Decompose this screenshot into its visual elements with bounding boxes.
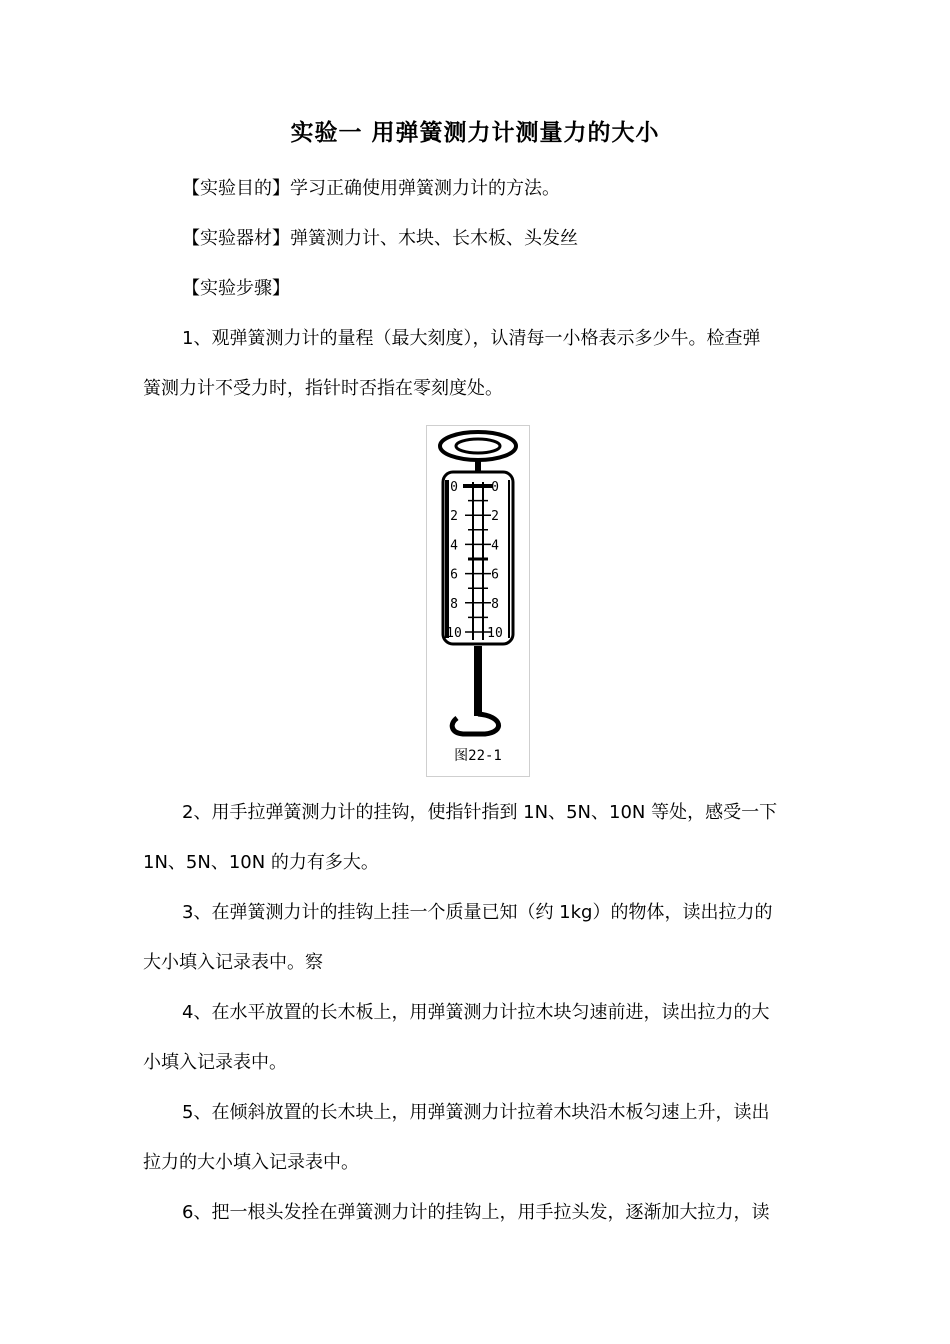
purpose-text: 【实验目的】学习正确使用弹簧测力计的方法。 xyxy=(182,178,560,199)
steps-heading: 【实验步骤】 xyxy=(182,278,290,299)
tick-label-right: 8 xyxy=(491,596,499,612)
page-title: 实验一 用弹簧测力计测量力的大小 xyxy=(290,120,660,146)
step4-line2: 小填入记录表中。 xyxy=(143,1052,287,1073)
tick-label-left: 8 xyxy=(450,596,458,612)
step1-line1: 1、观弹簧测力计的量程（最大刻度），认清每一小格表示多少牛。检查弹 xyxy=(182,328,761,349)
tick-label-left: 4 xyxy=(450,538,458,554)
step5-line2: 拉力的大小填入记录表中。 xyxy=(143,1152,359,1173)
step2-line2: 1N、5N、10N 的力有多大。 xyxy=(143,852,379,873)
tick-label-left: 2 xyxy=(450,509,458,525)
tick-label-right: 2 xyxy=(491,509,499,525)
step4-line1: 4、在水平放置的长木板上，用弹簧测力计拉木块匀速前进，读出拉力的大 xyxy=(182,1002,770,1023)
tick-label-right: 0 xyxy=(491,480,499,495)
step3-line1: 3、在弹簧测力计的挂钩上挂一个质量已知（约 1kg）的物体，读出拉力的 xyxy=(182,902,773,923)
hook-icon xyxy=(452,646,498,734)
spring-scale-illustration xyxy=(427,426,529,776)
tick-label-left: 6 xyxy=(450,567,458,583)
step1-line2: 簧测力计不受力时，指针时否指在零刻度处。 xyxy=(143,378,503,399)
tick-label-left: 10 xyxy=(446,626,462,641)
tick-label-right: 10 xyxy=(487,626,503,641)
figure-caption: 图22-1 xyxy=(454,748,502,764)
tick-label-right: 6 xyxy=(491,567,499,583)
spring-scale-figure xyxy=(426,425,530,777)
step2-line1: 2、用手拉弹簧测力计的挂钩，使指针指到 1N、5N、10N 等处，感受一下 xyxy=(182,802,778,823)
step5-line1: 5、在倾斜放置的长木块上，用弹簧测力计拉着木块沿木板匀速上升，读出 xyxy=(182,1102,770,1123)
tick-label-right: 4 xyxy=(491,538,499,554)
tick-marks xyxy=(465,486,491,632)
tick-labels-right xyxy=(487,480,503,641)
step6-line1: 6、把一根头发拴在弹簧测力计的挂钩上，用手拉头发，逐渐加大拉力，读 xyxy=(182,1202,770,1223)
materials-text: 【实验器材】弹簧测力计、木块、长木板、头发丝 xyxy=(182,228,578,249)
ring-icon xyxy=(440,432,516,472)
step3-line2: 大小填入记录表中。察 xyxy=(143,952,323,973)
tick-label-left: 0 xyxy=(450,480,458,495)
